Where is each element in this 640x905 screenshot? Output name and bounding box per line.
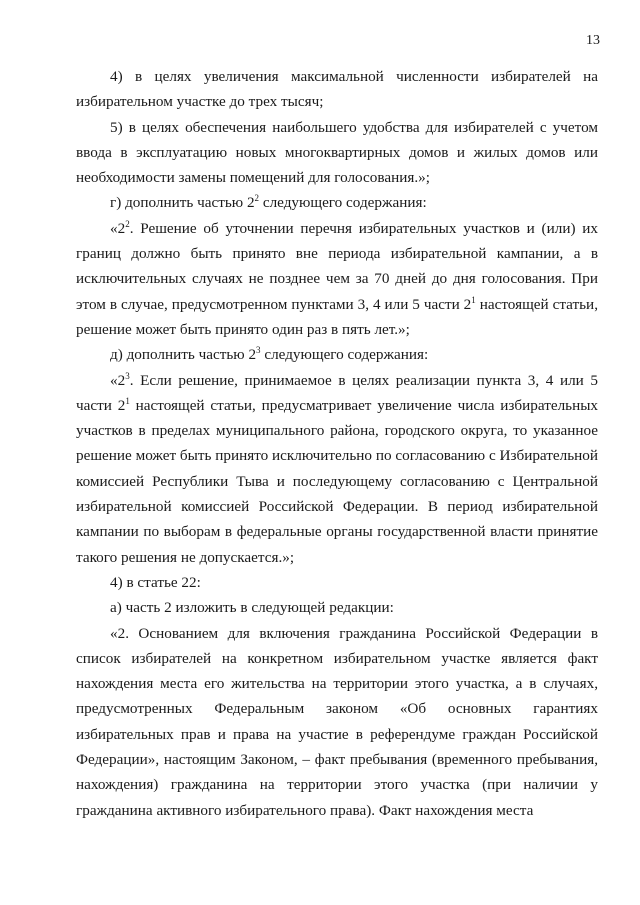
superscript: 3 [125,370,130,381]
paragraph-text: д) дополнить частью 2 [110,346,257,364]
paragraph-part-2-2 [76,216,598,342]
paragraph-amend-g [76,190,598,215]
paragraph-item-4: 4) в целях увеличения максимальной численности избирателей на избирательном участке до трех тысяч; [76,68,598,111]
paragraph-text: настоящей статьи, решение может быть принято один раз в пять лет.»; [76,295,598,338]
paragraph-text: следующего содержания: [259,194,427,212]
superscript: 2 [125,218,130,229]
paragraph-text: следующего содержания: [260,346,429,364]
paragraph-text: г) дополнить частью 2 [110,194,255,212]
paragraph-amend-d [76,342,598,367]
document-body [76,64,598,823]
paragraph-text: «2 [110,371,126,389]
paragraph-text: настоящей статьи, предусматривает увеличение числа избирательных участков в пределах муниципального района, городского округа, то указанное решение может быть принято исключительно по согласованию с Избирательной комиссией Республики Тыва и последующему согласованию с Центральной избирательной комиссией Российской Федерации. В период избирательной кампании по выборам в федеральные органы государственной власти принятие такого решения не допускается.»; [76,396,599,566]
paragraph-amend-a: а) часть 2 изложить в следующей редакции: [110,599,394,617]
paragraph-part-2: «2. Основанием для включения гражданина Российской Федерации в список избирателей на конкретном избирательном участке является факт нахождения места его жительства на территории этого участка, а в случаях, предусмотренных Федеральным законом «Об основных гарантиях избирательных прав и права на участие в референдуме граждан Российской Федерации», настоящим Законом, – факт пребывания (временного пребывания, нахождения) гражданина на территории этого участка (при наличии у гражданина активного избирательного права). Факт нахождения места [76,624,598,819]
superscript: 2 [254,193,260,204]
paragraph-item-5: 5) в целях обеспечения наибольшего удобства для избирателей с учетом ввода в эксплуатацию новых многоквартирных домов и жилых домов или необходимости замены помещений для голосования.»; [76,118,598,187]
paragraph-text: «2 [110,219,126,237]
page-number: 13 [586,33,600,48]
paragraph-article-22: 4) в статье 22: [110,573,201,591]
paragraph-text: . Решение об уточнении перечня избирательных участков и (или) их границ должно быть принято вне периода избирательной кампании, а в исключительных случаях не позднее чем за 70 дней до дня голосования. При этом в случае, предусмотренном пунктами 3, 4 или 5 части 2 [76,219,598,313]
paragraph-text: . Если решение, принимаемое в целях реализации пункта 3, 4 или 5 части 2 [76,371,598,414]
superscript: 1 [125,395,130,406]
paragraph-part-2-3 [76,368,598,570]
superscript: 3 [256,345,261,356]
superscript: 1 [471,294,476,305]
